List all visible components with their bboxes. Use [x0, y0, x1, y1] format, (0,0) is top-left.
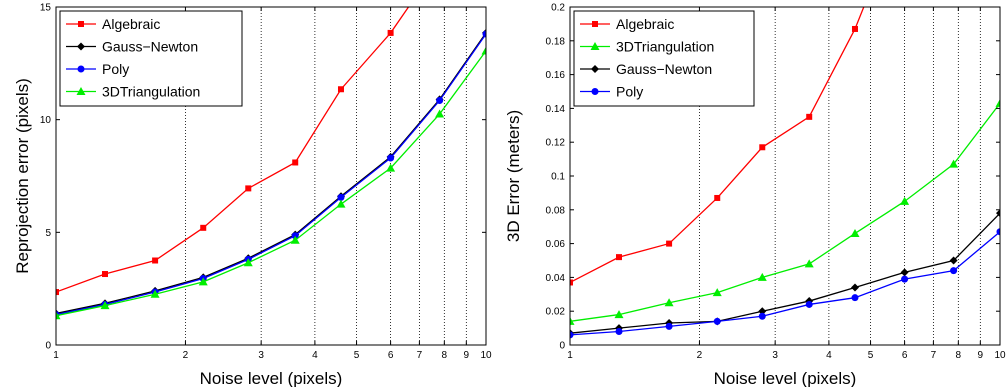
- data-point: [666, 241, 672, 247]
- y-axis-label: Reprojection error (pixels): [13, 78, 32, 274]
- legend-label: Gauss−Newton: [102, 38, 199, 55]
- data-point: [387, 154, 394, 161]
- x-tick-label: 4: [826, 350, 832, 361]
- legend-label: Poly: [102, 61, 130, 77]
- data-point: [714, 318, 721, 325]
- y-tick-label: 0.08: [545, 205, 565, 217]
- legend-label: Algebraic: [102, 16, 161, 32]
- y-tick-label: 0: [45, 340, 51, 352]
- legend: [60, 11, 242, 106]
- data-point: [950, 267, 957, 274]
- y-axis-label: 3D Error (meters): [504, 109, 523, 243]
- data-point: [200, 225, 206, 231]
- x-tick-label: 6: [901, 350, 908, 361]
- x-tick-label: 5: [353, 350, 360, 361]
- data-point: [338, 86, 344, 92]
- x-tick-label: 3: [772, 350, 778, 361]
- data-point: [388, 30, 394, 36]
- legend-label: Poly: [616, 83, 644, 100]
- x-tick-label: 4: [312, 350, 318, 361]
- x-tick-label: 1: [53, 350, 59, 361]
- y-tick-label: 0.2: [551, 2, 565, 14]
- y-tick-label: 0.18: [545, 36, 565, 48]
- legend-label: Algebraic: [616, 16, 675, 32]
- data-point: [901, 276, 908, 283]
- data-point: [759, 313, 766, 320]
- y-tick-label: 0: [559, 340, 565, 352]
- x-tick-label: 7: [930, 350, 937, 361]
- x-tick-label: 8: [955, 350, 962, 361]
- legend-marker: [78, 21, 84, 27]
- legend-marker: [592, 21, 598, 27]
- x-tick-label: 1: [567, 350, 573, 361]
- x-tick-label: 2: [182, 350, 189, 361]
- data-point: [615, 328, 622, 335]
- x-tick-label: 2: [696, 350, 703, 361]
- data-point: [152, 258, 158, 264]
- legend: [574, 11, 754, 106]
- y-tick-label: 15: [39, 2, 51, 14]
- y-tick-label: 0.02: [545, 306, 565, 318]
- x-tick-label: 7: [416, 350, 423, 361]
- y-tick-label: 10: [39, 115, 51, 127]
- y-tick-label: 0.1: [551, 171, 565, 183]
- x-tick-label: 9: [977, 350, 984, 361]
- x-tick-label: 10: [994, 350, 1006, 361]
- data-point: [806, 301, 813, 308]
- y-tick-label: 0.06: [545, 239, 565, 251]
- data-point: [759, 144, 765, 150]
- data-point: [714, 195, 720, 201]
- data-point: [245, 185, 251, 191]
- x-tick-label: 6: [387, 350, 394, 361]
- x-tick-label: 9: [463, 350, 470, 361]
- y-tick-label: 0.04: [545, 272, 565, 284]
- legend-marker: [592, 88, 599, 95]
- y-tick-label: 0.14: [545, 103, 565, 115]
- y-tick-label: 0.16: [545, 70, 565, 82]
- x-axis-label: Noise level (pixels): [199, 369, 343, 387]
- data-point: [102, 271, 108, 277]
- data-point: [292, 159, 298, 165]
- data-point: [851, 294, 858, 301]
- x-tick-label: 3: [258, 350, 264, 361]
- y-tick-label: 5: [45, 227, 51, 239]
- x-axis-label: Noise level (pixels): [713, 369, 857, 387]
- x-tick-label: 5: [867, 350, 874, 361]
- data-point: [666, 323, 673, 330]
- 3d-error-chart: [504, 0, 1006, 387]
- legend-marker: [78, 66, 85, 73]
- legend-label: 3DTriangulation: [102, 83, 201, 100]
- x-tick-label: 8: [441, 350, 448, 361]
- data-point: [852, 26, 858, 32]
- data-point: [806, 114, 812, 120]
- y-tick-label: 0.12: [545, 137, 565, 149]
- x-tick-label: 10: [480, 350, 492, 361]
- legend-label: Gauss−Newton: [616, 61, 713, 77]
- reprojection-error-chart: [13, 0, 492, 387]
- legend-label: 3DTriangulation: [616, 38, 715, 55]
- data-point: [616, 254, 622, 260]
- data-point: [436, 97, 443, 104]
